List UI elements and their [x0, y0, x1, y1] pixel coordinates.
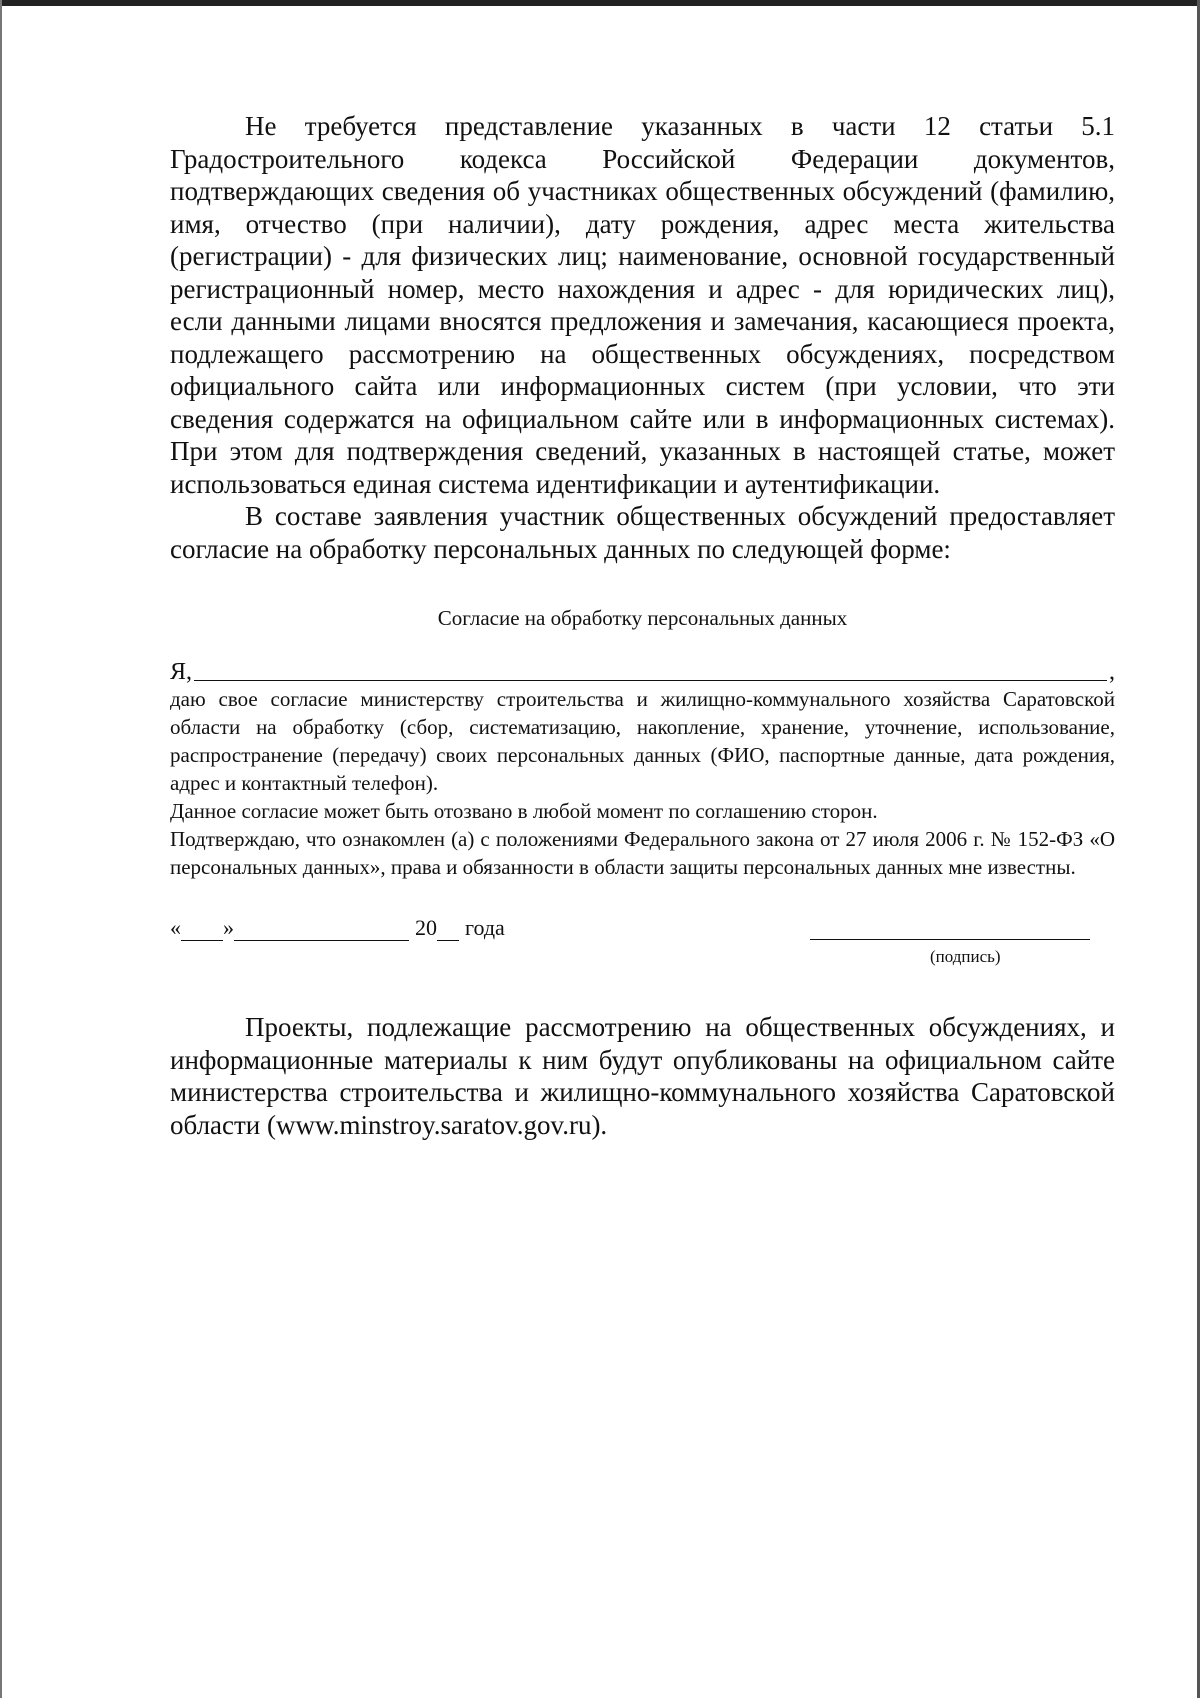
scan-edge-left [0, 0, 2, 1698]
paragraph-exemption: Не требуется представление указанных в части 12 статьи 5.1 Градостроительного кодекса Российской Федерации документов, подтверждающих сведения об участниках общественных обсуждений (фамилию, имя, отчество (при наличии), дату рождения, адрес места жительства (регистрации) - для физических лиц; наименование, основной государственный регистрационный номер, место нахождения и адрес - для юридических лиц), если данными лицами вносятся предложения и замечания, касающиеся проекта, подлежащего рассмотрению на общественных обсуждениях, посредством официального сайта или информационных систем (при условии, что эти сведения содержатся на официальном сайте или в информационных системах). При этом для подтверждения сведений, указанных в настоящей статье, может использоваться единая система идентификации и аутентификации. [170, 111, 1115, 499]
consent-title: Согласие на обработку персональных данных [437, 606, 848, 630]
signature-line [810, 939, 1090, 940]
name-blank-line [194, 680, 1107, 681]
consent-text-confirmation: Подтверждаю, что ознакомлен (а) с положениями Федерального закона от 27 июля 2006 г. № 152-ФЗ «О персональных данных», права и обязанности в области защиты персональных данных мне известны. [170, 827, 1115, 879]
date-close-quote: » [223, 915, 234, 940]
date-suffix: года [465, 915, 505, 940]
year-blank [437, 918, 459, 941]
consent-text-revocation: Данное согласие может быть отозвано в любой момент по соглашению сторон. [170, 799, 878, 823]
paragraph-publication: Проекты, подлежащие рассмотрению на общественных обсуждениях, и информационные материалы к ним будут опубликованы на официальном сайте министерства строительства и жилищно-коммунального хозяйства Саратовской области (www.minstroy.saratov.gov.ru). [170, 1012, 1115, 1140]
name-field-row [170, 653, 1115, 685]
document-page [170, 110, 1115, 1168]
name-field-prefix: Я, [170, 659, 193, 685]
day-blank [181, 918, 223, 941]
date-open-quote: « [170, 915, 181, 940]
consent-text-agreement: даю свое согласие министерству строительства и жилищно-коммунального хозяйства Саратовской области на обработку (сбор, систематизацию, накопление, хранение, уточнение, использование, распространение (передачу) своих персональных данных (ФИО, паспортные данные, дата рождения, адрес и контактный телефон). [170, 687, 1115, 795]
month-blank [234, 918, 409, 941]
name-field-suffix: , [1109, 659, 1115, 685]
paragraph-consent-intro: В составе заявления участник общественных обсуждений предоставляет согласие на обработку персональных данных по следующей форме: [170, 501, 1115, 564]
year-prefix: 20 [415, 915, 437, 940]
date-signature-row [170, 911, 1115, 971]
date-field [170, 911, 505, 941]
scan-edge-top [0, 0, 1200, 6]
signature-label: (подпись) [930, 947, 1001, 966]
